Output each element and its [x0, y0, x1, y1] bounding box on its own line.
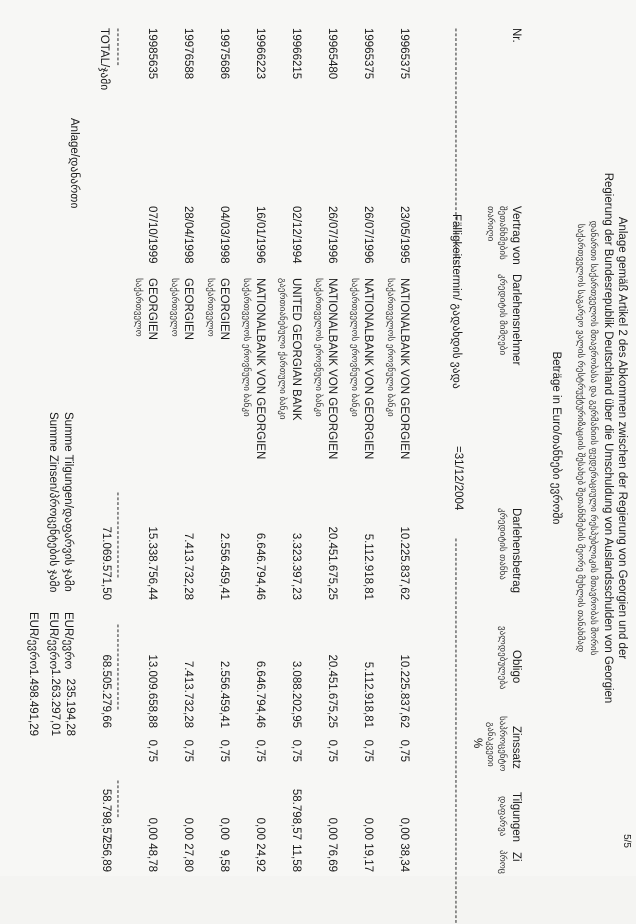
header-line-4: საქართველოს საგარეო ვალის რესტრუქტურიზაციის შესახებ შეთანხმების მეორე მუხლის თანახმად — [576, 223, 586, 653]
col-obligo-geo: ვალდებულება — [498, 626, 508, 690]
cell-nr: 19985635 — [146, 28, 158, 80]
header-line-2: Regierung der Bundesrepublik Deutschland über die Umschuldung von Auslandsschulden von Georgien — [602, 172, 614, 704]
col-darlehensbetrag-geo: კრედიტის თანხა — [498, 508, 508, 580]
cell-zi: 24,92 — [254, 843, 266, 872]
cut-value: 1.498.491,29 — [27, 668, 39, 736]
cell-tilg: 0,00 — [326, 817, 338, 840]
col-zi: Zi — [510, 852, 522, 862]
cell-borrower: NATIONALBANK VON GEORGIEN — [326, 278, 338, 460]
sum-tilgungen-label: Summe Tilgungen/დაფარვის ჯამი — [62, 412, 74, 592]
cell-amount: 3.323.397,23 — [290, 532, 302, 600]
cell-date: 23/05/1995 — [398, 206, 410, 264]
cell-tilg: 0,00 — [254, 817, 266, 840]
cell-zins: 0,75 — [182, 739, 194, 762]
total-obligo: 68.505.279,66 — [100, 654, 112, 728]
cell-zi: 11,58 — [290, 844, 302, 872]
total-rule-amount: ------------------ — [112, 492, 124, 579]
cell-tilg: 58.798,57 — [290, 788, 302, 840]
cell-obligo: 10.225.837,62 — [398, 654, 410, 728]
cell-borrower-geo: საქართველო — [206, 278, 216, 337]
cell-amount: 15.338.756,44 — [146, 526, 158, 600]
cell-amount: 6.646.794,46 — [254, 532, 266, 600]
col-vertrag-geo1: შეთანხმების — [498, 206, 508, 260]
col-tilgungen-geo: დაფარვა — [498, 796, 508, 837]
cell-date: 02/12/1994 — [290, 206, 302, 264]
sum-zinsen-label: Summe Zinsen/პროცენტების ჯამი — [47, 412, 59, 593]
cell-zi: 9,58 — [218, 849, 230, 872]
cell-date: 26/07/1996 — [362, 206, 374, 264]
cell-date: 26/07/1996 — [326, 206, 338, 264]
col-nr: Nr. — [510, 28, 522, 43]
cell-zins: 0,75 — [146, 739, 158, 762]
subtitle: Beträge in Euro/თანხები ევროში — [550, 351, 562, 525]
total-rule-nr: -------- — [112, 28, 124, 67]
col-zinssatz-geo1: საპროცენტო — [498, 716, 508, 772]
total-zinsen: 256,89 — [100, 836, 112, 872]
cell-nr: 19965480 — [326, 28, 338, 80]
cell-nr: 19965375 — [362, 28, 374, 80]
cell-borrower: GEORGIEN — [218, 278, 230, 340]
anlage-label: Anlage/დანართი — [68, 118, 80, 209]
cell-obligo: 5.112.918,81 — [362, 661, 374, 728]
cell-nr: 19975686 — [218, 28, 230, 80]
col-tilgungen: Tilgungen — [510, 792, 522, 843]
cell-tilg: 0,00 — [398, 817, 410, 840]
col-zinssatz: Zinssatz — [510, 726, 522, 769]
cell-amount: 7.413.732,28 — [182, 532, 194, 600]
cell-obligo: 3.088.202,95 — [290, 660, 302, 728]
cell-zins: 0,75 — [398, 739, 410, 762]
cell-borrower-geo: გაერთიანებული ქართული ბანკი — [278, 278, 288, 420]
dash-left: ------------------------------------------------- — [450, 28, 462, 265]
cell-obligo: 13.009.658,88 — [146, 654, 158, 728]
header-line-1: Anlage gemäß Artikel 2 des Abkommen zwischen der Regierung von Georgien und der — [616, 216, 628, 660]
col-vertrag: Vertrag von — [510, 206, 522, 265]
cell-borrower: GEORGIEN — [182, 278, 194, 340]
sum-tilgungen-value: 235.194,28 — [64, 678, 76, 736]
col-darlehensnehmer-geo: კრედიტის მიმღები — [498, 274, 508, 356]
cell-nr: 19976588 — [182, 28, 194, 80]
cell-zins: 0,75 — [254, 739, 266, 762]
faelligkeit-label: Fälligkeitstermin/ გადახდის ვადა — [450, 214, 462, 389]
cell-tilg: 0,00 — [182, 817, 194, 840]
cell-zi: 27,80 — [182, 843, 194, 872]
sum-zinsen-value: 1.263.297,01 — [49, 668, 61, 736]
cell-borrower-geo: საქართველოს ეროვნული ბანკი — [386, 278, 396, 417]
cell-borrower-geo: საქართველო — [170, 278, 180, 337]
cell-borrower: NATIONALBANK VON GEORGIEN — [254, 278, 266, 460]
cell-tilg: 0,00 — [146, 817, 158, 840]
sum-tilgungen-currency: EUR/ევრო — [62, 612, 74, 670]
cell-date: 16/01/1996 — [254, 206, 266, 264]
cell-zi: 19,17 — [362, 843, 374, 872]
cell-zi: 48,78 — [146, 843, 158, 872]
dash-right: -------------------------------------------------------------------------------- — [450, 538, 462, 924]
cell-nr: 19966215 — [290, 28, 302, 80]
cell-amount: 5.112.918,81 — [362, 533, 374, 600]
cell-amount: 2.556.459,41 — [218, 532, 230, 600]
total-rule-obligo: ------------------ — [112, 624, 124, 711]
total-rule-tilg: -------- — [112, 780, 124, 819]
col-darlehensnehmer: Darlehensnehmer — [510, 274, 522, 366]
cell-borrower: GEORGIEN — [146, 278, 158, 340]
cell-tilg: 0,00 — [218, 817, 230, 840]
cell-obligo: 7.413.732,28 — [182, 660, 194, 728]
faelligkeit-date: =31/12/2004 — [452, 446, 464, 511]
cell-borrower: NATIONALBANK VON GEORGIEN — [362, 278, 374, 460]
col-zinssatz-geo2: განაკვეთი — [486, 722, 496, 767]
col-darlehensbetrag: Darlehensbetrag — [510, 508, 522, 594]
cell-amount: 10.225.837,62 — [398, 526, 410, 600]
header-line-3: დანართი საქართველოს მთავრობასა და გერმანიის ფედერაციული რესპუბლიკის მთავრობას შორის — [589, 220, 599, 656]
cell-zins: 0,75 — [290, 739, 302, 762]
col-vertrag-geo2: თარიღი — [486, 206, 496, 242]
cell-borrower-geo: საქართველოს ეროვნული ბანკი — [350, 278, 360, 417]
cell-date: 07/10/1999 — [146, 206, 158, 264]
cell-zins: 0,75 — [362, 739, 374, 762]
cell-date: 04/03/1998 — [218, 206, 230, 264]
cut-currency: EUR/ევრო — [27, 612, 39, 670]
cell-date: 28/04/1998 — [182, 206, 194, 264]
page-number: 5/5 — [621, 834, 632, 848]
cell-zins: 0,75 — [218, 739, 230, 762]
col-zi-geo: პროც — [498, 850, 508, 874]
cell-obligo: 6.646.794,46 — [254, 660, 266, 728]
cell-borrower: UNITED GEORGIAN BANK — [290, 278, 302, 421]
cell-obligo: 2.556.459,41 — [218, 660, 230, 728]
cell-nr: 19965375 — [398, 28, 410, 80]
cell-nr: 19966223 — [254, 28, 266, 80]
cell-tilg: 0,00 — [362, 817, 374, 840]
cell-amount: 20.451.675,25 — [326, 526, 338, 600]
cell-borrower-geo: საქართველოს ეროვნული ბანკი — [242, 278, 252, 417]
cell-zi: 76,69 — [326, 843, 338, 872]
total-amount: 71.069.571,50 — [100, 526, 112, 600]
cell-borrower-geo: საქართველოს ეროვნული ბანკი — [314, 278, 324, 417]
cell-borrower: NATIONALBANK VON GEORGIEN — [398, 278, 410, 460]
sum-zinsen-currency: EUR/ევრო — [47, 612, 59, 670]
total-tilgungen: 58.798,57 — [100, 788, 112, 840]
col-zinssatz-pct: % — [471, 738, 483, 749]
col-obligo: Obligo — [510, 650, 522, 684]
cell-zins: 0,75 — [326, 739, 338, 762]
cell-obligo: 20.451.675,25 — [326, 654, 338, 728]
cell-zi: 38,34 — [398, 843, 410, 872]
cell-borrower-geo: საქართველო — [134, 278, 144, 337]
total-label: TOTAL/ჯამი — [98, 28, 110, 91]
